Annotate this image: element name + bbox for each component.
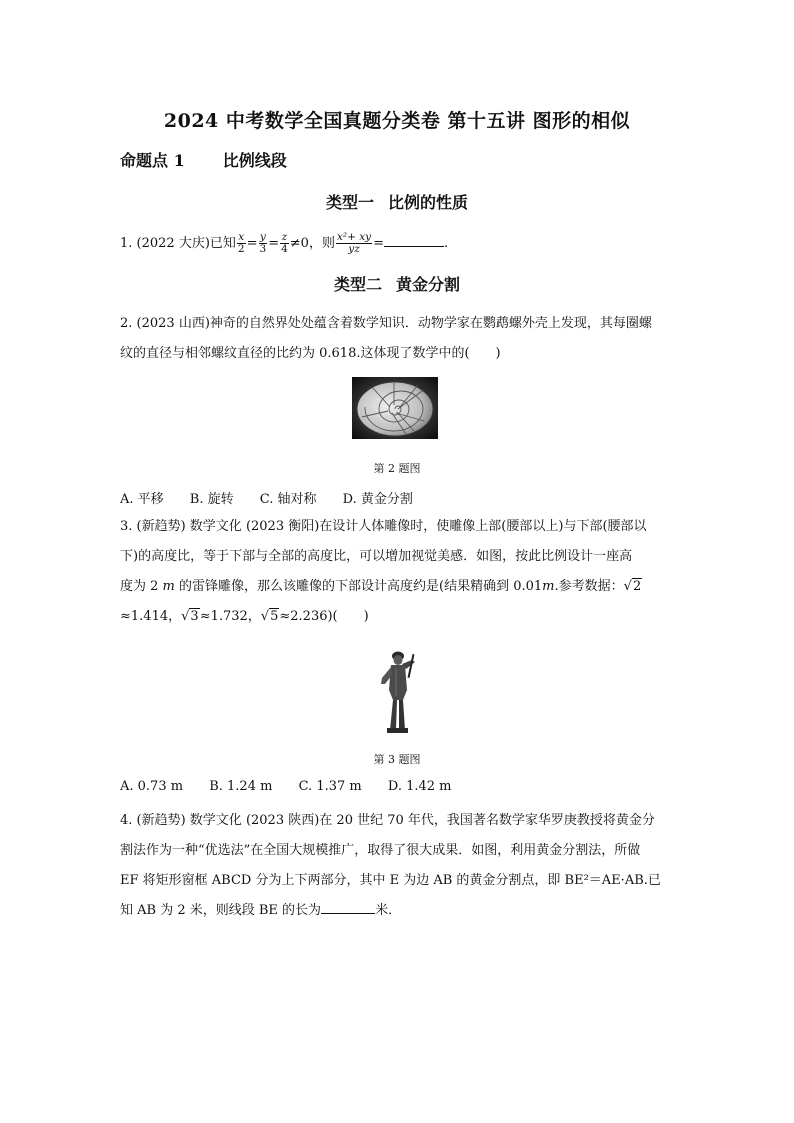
figure-3-caption: 第 3 题图 <box>373 753 421 766</box>
fraction-y-3: $\frac{y}{3}$ <box>259 231 267 255</box>
option-c: C. 轴对称 <box>259 492 317 507</box>
question-2 <box>120 309 680 369</box>
nautilus-shell-image <box>352 377 438 439</box>
sqrt-5: √5 <box>260 609 279 624</box>
q4-line-3: EF 将矩形窗框 ABCD 分为上下两部分，其中 E 为边 AB 的黄金分割点，即 BE²＝AE·AB.已 <box>120 873 661 888</box>
answer-blank <box>384 232 444 247</box>
q2-line-2: 纹的直径与相邻螺纹直径的比约为 0.618.这体现了数学中的( ) <box>120 346 501 361</box>
q3-line-1: 3. (新趋势) 数学文化 (2023 衡阳)在设计人体雕像时，使雕像上部(腰部以上)与下部(腰部以 <box>120 519 647 534</box>
figure-2-caption: 第 2 题图 <box>373 462 421 475</box>
fraction-z-4: $\frac{z}{4}$ <box>281 231 288 255</box>
page-title: 2024 中考数学全国真题分类卷 第十五讲 图形的相似 <box>163 110 631 132</box>
type-name: 黄金分割 <box>396 275 461 294</box>
option-d: D. 黄金分割 <box>342 492 413 507</box>
option-b: B. 1.24 m <box>209 779 273 794</box>
type-label: 类型二 <box>333 275 382 294</box>
section-label: 命题点 1 <box>120 151 185 170</box>
q2-line-1: 2. (2023 山西)神奇的自然界处处蕴含着数学知识．动物学家在鹦鹉螺外壳上发现，其每圈螺 <box>120 316 652 331</box>
q4-line-4: 知 AB 为 2 米，则线段 BE 的长为 米． <box>120 896 686 926</box>
sqrt-2: √2 <box>623 579 642 594</box>
type-heading-1 <box>0 190 794 213</box>
option-b: B. 旋转 <box>189 492 234 507</box>
q3-line-3: 度为 2 m 的雷锋雕像，那么该雕像的下部设计高度约是(结果精确到 0.01m.参考数据：√2 <box>120 572 686 602</box>
sqrt-3: √3 <box>181 609 199 624</box>
q1-prefix: 1. (2022 大庆)已知 <box>120 236 236 251</box>
answer-blank <box>321 899 375 914</box>
q4-line-1: 4. (新趋势) 数学文化 (2023 陕西)在 20 世纪 70 年代，我国著名数学家华罗庚教授将黄金分 <box>120 813 655 828</box>
option-a: A. 0.73 m <box>120 779 184 794</box>
type-name: 比例的性质 <box>388 193 469 212</box>
option-a: A. 平移 <box>120 492 164 507</box>
q3-line-2: 下)的高度比，等于下部与全部的高度比，可以增加视觉美感．如图，按此比例设计一座高 <box>120 549 633 564</box>
question-4 <box>120 806 686 926</box>
q3-line-4: ≈1.414，√3≈1.732，√5≈2.236)( ) <box>120 602 686 632</box>
section-name: 比例线段 <box>222 151 287 170</box>
fraction-expression: $\frac{\text{x²+ xy}}{yz}$ <box>336 231 372 255</box>
question-1: 1. (2022 大庆)已知 $\frac{x}{2}$ = $\frac{y}{3}$ = $\frac{z}{4}$ ≠0，则 $\frac{\text{x²+ xy}}{yz}$ = . <box>120 231 449 255</box>
section-heading <box>120 148 287 171</box>
q4-line-2: 割法作为一种“优选法”在全国大规模推广，取得了很大成果．如图，利用黄金分割法，所做 <box>120 843 641 858</box>
q2-options <box>120 488 435 507</box>
question-3 <box>120 512 686 632</box>
fraction-x-2: $\frac{x}{2}$ <box>237 231 245 255</box>
lei-feng-statue-image <box>372 648 422 736</box>
option-d: D. 1.42 m <box>387 779 452 794</box>
option-c: C. 1.37 m <box>298 779 362 794</box>
type-heading-2 <box>0 272 794 295</box>
type-label: 类型一 <box>325 193 374 212</box>
q3-options <box>120 779 474 794</box>
